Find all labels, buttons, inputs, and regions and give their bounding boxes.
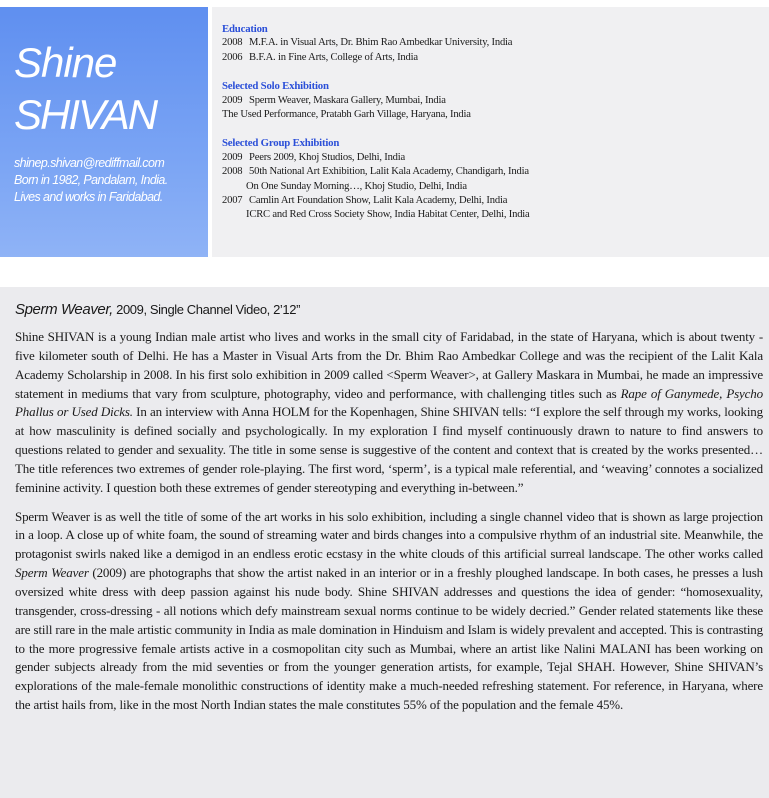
bio-text: Sperm Weaver is as well the title of some of the art works in his solo exhibition, including a single channel video that is shown as large projection in a loop. A close up of white foam, the sound of streaming water and birds changes into a compulsive rhythm of an industrial site. Meanwhile, the protagonist swirls naked like a demigod in an endless erotic ecstasy in the white clouds of this artificial surreal landscape. The other works called bbox=[15, 508, 763, 562]
cv-text: On One Sunday Morning…, Khoj Studio, Delhi, India bbox=[246, 180, 467, 192]
cv-year: 2008 bbox=[222, 37, 243, 49]
bio-panel bbox=[0, 287, 769, 798]
bio-text: In an interview with Anna HOLM for the Kopenhagen, Shine SHIVAN tells: “I explore the self through my works, looking at how masculinity is defined socially and psychologically. In my exploration I find myself continuously drawn to nature to find answers to questions related to gender and sexuality. The title in some sense is suggestive of the content and context that is created by the works presented…The title references two extremes of gender role-playing. The first word, ‘sperm’, is a typical male referential, and ‘weaving’ connotes a socialized feminine activity. I question both these extremes of gender stereotyping and everything in-between.” bbox=[15, 404, 763, 495]
cv-entry bbox=[222, 165, 769, 179]
bio-paragraph-2 bbox=[15, 508, 763, 715]
artist-contact bbox=[14, 155, 208, 206]
work-title: Sperm Weaver, bbox=[15, 301, 113, 318]
cv-year: 2009 bbox=[222, 94, 243, 106]
cv-text: ICRC and Red Cross Society Show, India Habitat Center, Delhi, India bbox=[246, 209, 530, 221]
cv-panel bbox=[212, 7, 769, 257]
bio-paragraph-1 bbox=[15, 328, 763, 498]
artist-last-name: SHIVAN bbox=[14, 91, 157, 138]
cv-text: M.F.A. in Visual Arts, Dr. Bhim Rao Ambedkar University, India bbox=[249, 37, 513, 49]
group-exhibition-section bbox=[222, 136, 769, 222]
cv-year: 2006 bbox=[222, 51, 243, 63]
solo-exhibition-section bbox=[222, 79, 769, 122]
artist-first-name: Shine bbox=[14, 39, 117, 86]
cv-entry bbox=[222, 51, 769, 65]
bio-work-title: Sperm Weaver bbox=[15, 565, 89, 581]
bio-text: Shine SHIVAN is a young Indian male artist who lives and works in the small city of Faridabad, in the state of Haryana, which is about twenty - five kilometer south of Delhi. He has a Master in Visual Arts from the Dr. Bhim Rao Ambedkar College and was the recipient of the Lalit Kala Academy Scholarship in 2008. In his first solo exhibition in 2009 called <Sperm Weaver>, at Gallery Maskara in Mumbai, he made an impressive statement in mediums that vary from sculpture, photography, video and performance, with challenging titles such as bbox=[15, 329, 763, 401]
education-section bbox=[222, 22, 769, 65]
cv-text: B.F.A. in Fine Arts, College of Arts, India bbox=[249, 51, 418, 63]
group-exhibition-heading: Selected Group Exhibition bbox=[222, 137, 340, 150]
education-heading: Education bbox=[222, 23, 268, 35]
cv-year: 2009 bbox=[222, 151, 243, 163]
work-details: 2009, Single Channel Video, 2’12” bbox=[112, 302, 300, 317]
artist-born: Born in 1982, Pandalam, India. bbox=[14, 173, 168, 187]
cv-entry bbox=[222, 108, 769, 122]
cv-year: 2007 bbox=[222, 195, 243, 207]
cv-text: 50th National Art Exhibition, Lalit Kala Academy, Chandigarh, India bbox=[249, 166, 529, 178]
cv-entry bbox=[222, 36, 769, 50]
cv-entry bbox=[222, 180, 769, 194]
cv-entry bbox=[222, 94, 769, 108]
artist-email[interactable]: shinep.shivan@rediffmail.com bbox=[14, 156, 165, 170]
cv-entry bbox=[222, 208, 769, 222]
cv-year-blank bbox=[222, 208, 246, 222]
cv-year: 2008 bbox=[222, 166, 243, 178]
bio-text: (2009) are photographs that show the artist naked in an interior or in a freshly ploughed landscape. In both cases, he presses a lush oversized white dress with deep passion against his nude body. Shine SHIVAN addresses and questions the idea of gender: “homosexuality, transgender, cross-dressing - all notions which defy mainstream sexual norms continue to be widely decried.” Gender related statements like these are still rare in the male artistic community in India as male domination in Hinduism and Islam is widely prevalent and accepted. This is contrasting to the more progressive female artists active in a cosmopolitan city such as Mumbai, where an artist like Nalini MALANI has been working on gender subjects already from the mid seventies or from the younger generation artists, for example, Tejal SHAH. However, Shine SHIVAN’s explorations of the male-female monolithic constructions of identity make a much-needed refreshing statement. For reference, in Haryana, where the artist hails from, like in the most North Indian states the male constitutes 55% of the population and the female 45%. bbox=[15, 565, 763, 713]
cv-year-blank bbox=[222, 180, 246, 194]
artist-lives: Lives and works in Faridabad. bbox=[14, 190, 163, 204]
artist-name-card bbox=[0, 7, 208, 257]
cv-text: Sperm Weaver, Maskara Gallery, Mumbai, India bbox=[249, 94, 446, 106]
solo-exhibition-heading: Selected Solo Exhibition bbox=[222, 80, 329, 93]
cv-text: Camlin Art Foundation Show, Lalit Kala Academy, Delhi, India bbox=[249, 195, 508, 207]
cv-text: The Used Performance, Pratabh Garh Village, Haryana, India bbox=[222, 109, 471, 121]
work-caption bbox=[15, 301, 763, 319]
bio-work-titles: Rape of Ganymede, Psycho Phallus or Used Dicks. bbox=[15, 385, 763, 420]
cv-entry bbox=[222, 151, 769, 165]
cv-entry bbox=[222, 194, 769, 208]
cv-text: Peers 2009, Khoj Studios, Delhi, India bbox=[249, 151, 406, 163]
